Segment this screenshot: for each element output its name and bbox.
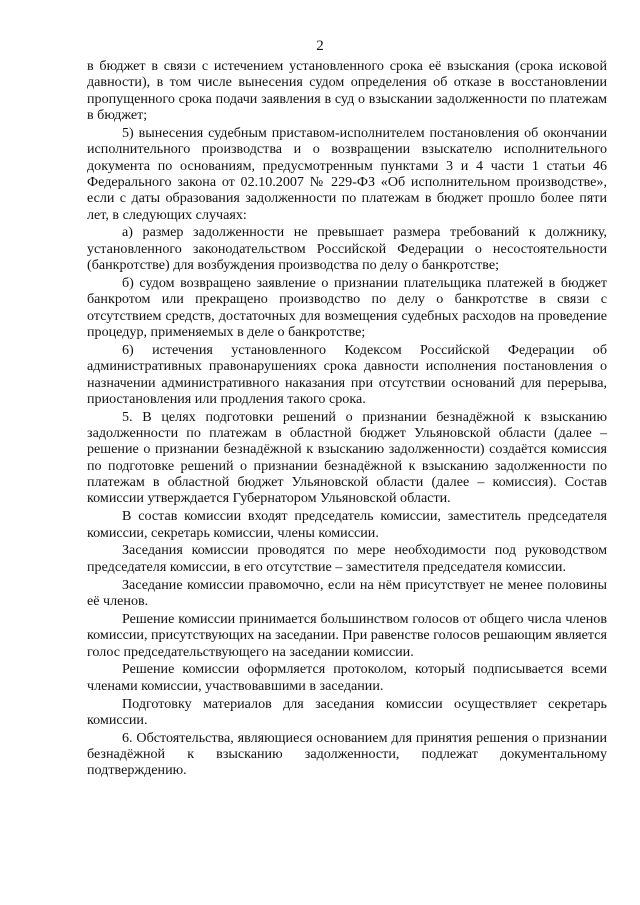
paragraph-commission-composition: В состав комиссии входят председатель комиссии, заместитель председателя комиссии, секретарь комиссии, члены комиссии. bbox=[87, 508, 607, 541]
paragraph-item-6: 6) истечения установленного Кодексом Российской Федерации об административных правонарушениях срока давности исполнения постановления о назначении административного наказания при отсутствии оснований для перерыва, приостановления или продления такого срока. bbox=[87, 341, 607, 407]
page-number: 2 bbox=[316, 38, 324, 54]
paragraph-commission-quorum: Заседание комиссии правомочно, если на нём присутствует не менее половины её членов. bbox=[87, 576, 607, 609]
paragraph-commission-meetings: Заседания комиссии проводятся по мере необходимости под руководством председателя комиссии, в его отсутствие – заместителя председателя комиссии. bbox=[87, 542, 607, 575]
paragraph-commission-secretary: Подготовку материалов для заседания комиссии осуществляет секретарь комиссии. bbox=[87, 695, 607, 728]
paragraph-continuation: в бюджет в связи с истечением установленного срока её взыскания (срока исковой давности), в том числе вынесения судом определения об отказе в восстановлении пропущенного срока подачи заявления в суд о взыскании задолженности по платежам в бюджет; bbox=[87, 58, 607, 124]
paragraph-item-5: 5) вынесения судебным приставом-исполнителем постановления об окончании исполнительного производства и о возвращении взыскателю исполнительного документа по основаниям, предусмотренным пунктами 3 и 4 части 1 статьи 46 Федерального закона от 02.10.2007 № 229-ФЗ «Об исполнительном производстве», если с даты образования задолженности по платежам в бюджет прошло более пяти лет, в следующих случаях: bbox=[87, 124, 607, 223]
paragraph-subitem-b: б) судом возвращено заявление о признании плательщика платежей в бюджет банкротом или прекращено производство по делу о банкротстве в связи с отсутствием средств, достаточных для возмещения судебных расходов на проведение процедур, применяемых в деле о банкротстве; bbox=[87, 274, 607, 340]
paragraph-clause-5: 5. В целях подготовки решений о признании безнадёжной к взысканию задолженности по платежам в областной бюджет Ульяновской области (далее – решение о признании безнадёжной к взысканию задолженности) создаётся комиссия по подготовке решений о признании безнадёжной к взысканию задолженности по платежам в областной бюджет Ульяновской области (далее – комиссия). Состав комиссии утверждается Губернатором Ульяновской области. bbox=[87, 408, 607, 507]
paragraph-subitem-a: а) размер задолженности не превышает размера требований к должнику, установленного законодательством Российской Федерации о несостоятельности (банкротстве) для возбуждения производства по делу о банкротстве; bbox=[87, 224, 607, 274]
paragraph-commission-protocol: Решение комиссии оформляется протоколом, который подписывается всеми членами комиссии, участвовавшими в заседании. bbox=[87, 661, 607, 694]
document-body bbox=[87, 58, 607, 780]
paragraph-commission-voting: Решение комиссии принимается большинством голосов от общего числа членов комиссии, присутствующих на заседании. При равенстве голосов решающим является голос председательствующего на заседании комиссии. bbox=[87, 610, 607, 660]
paragraph-clause-6: 6. Обстоятельства, являющиеся основанием для принятия решения о признании безнадёжной к взысканию задолженности, подлежат документальному подтверждению. bbox=[87, 729, 607, 779]
